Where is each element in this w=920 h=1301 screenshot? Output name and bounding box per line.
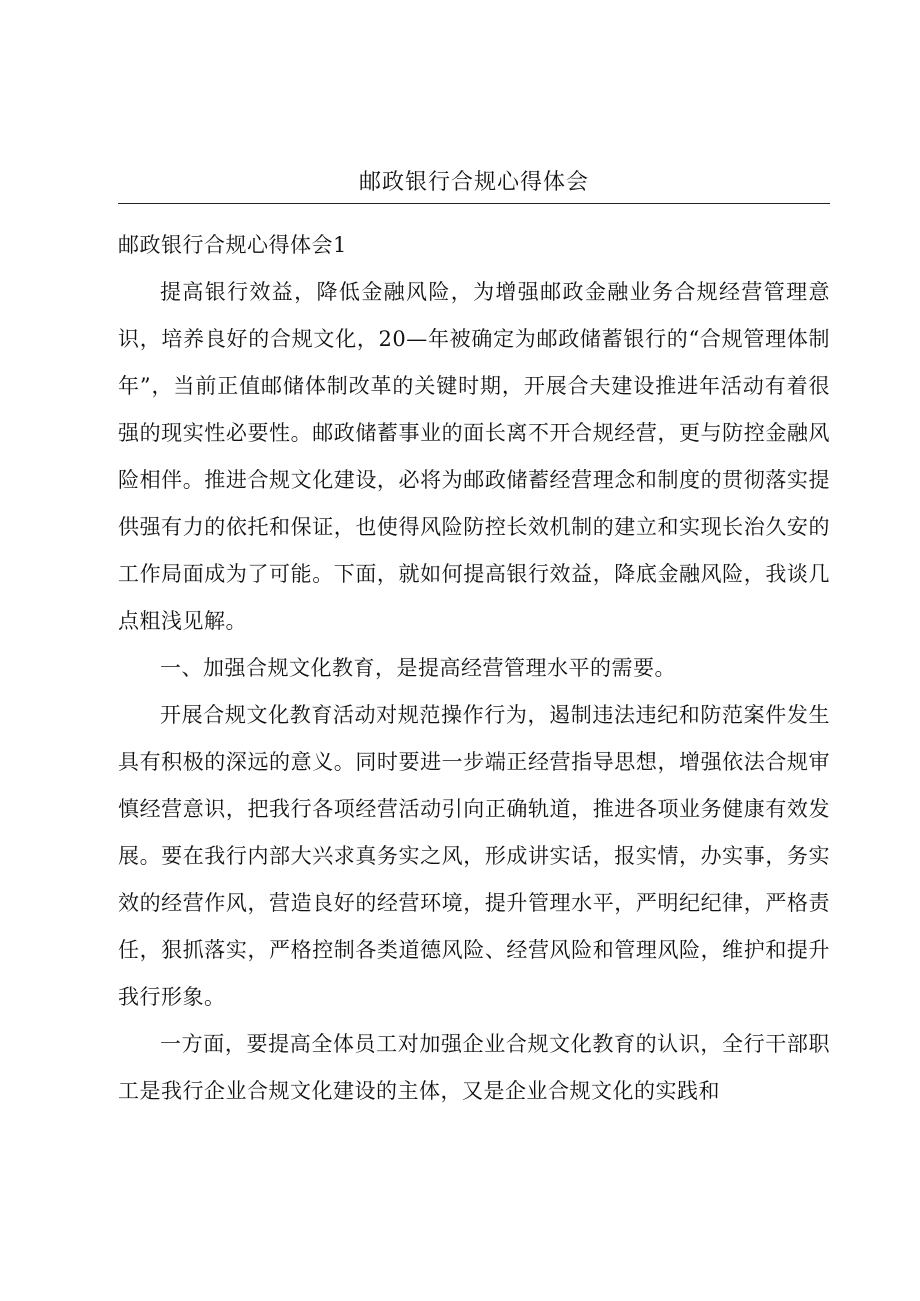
paragraph: 一、加强合规文化教育，是提高经营管理水平的需要。 xyxy=(160,656,676,680)
section-heading: 邮政银行合规心得体会1 xyxy=(118,233,347,257)
title-divider xyxy=(118,203,830,204)
paragraph: 一方面，要提高全体员工对加强企业合规文化教育的认识，全行干部职工是我行企业合规文化建设的主体，又是企业合规文化的实践和 xyxy=(118,1032,830,1103)
document-body xyxy=(118,222,830,1115)
paragraph: 开展合规文化教育活动对规范操作行为，遏制违法违纪和防范案件发生具有积极的深远的意义。同时要进一步端正经营指导思想，增强依法合规审慎经营意识，把我行各项经营活动引向正确轨道，推进各项业务健康有效发展。要在我行内部大兴求真务实之风，形成讲实话，报实情，办实事，务实效的经营作风，营造良好的经营环境，提升管理水平，严明纪纪律，严格责任，狠抓落实，严格控制各类道德风险、经营风险和管理风险，维护和提升我行形象。 xyxy=(118,703,830,1009)
paragraph: 提高银行效益，降低金融风险，为增强邮政金融业务合规经营管理意识，培养良好的合规文化，20—年被确定为邮政储蓄银行的“合规管理体制年”，当前正值邮储体制改革的关键时期，开展合夫建设推进年活动有着很强的现实性必要性。邮政储蓄事业的面长离不开合规经营，更与防控金融风险相伴。推进合规文化建设，必将为邮政储蓄经营理念和制度的贯彻落实提供强有力的依托和保证，也使得风险防控长效机制的建立和实现长治久安的工作局面成为了可能。下面，就如何提高银行效益，降底金融风险，我谈几点粗浅见解。 xyxy=(118,280,830,633)
document-title: 邮政银行合规心得体会 xyxy=(358,170,589,195)
